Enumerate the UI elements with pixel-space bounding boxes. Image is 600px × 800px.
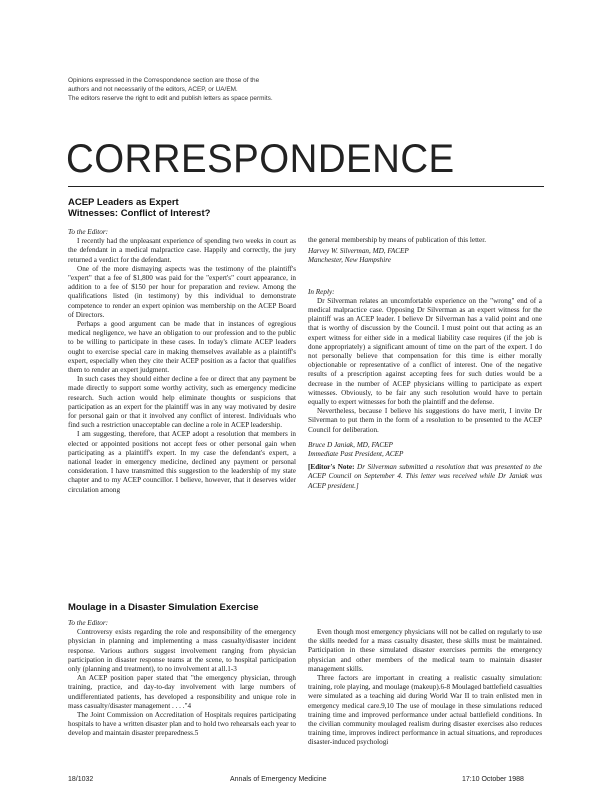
paragraph: One of the more dismaying aspects was the testimony of the plaintiff's "expert" that a fee of $1,800 was paid for the "expert's" court appearance, in addition to a fee of $150 per hour for preparation and review. Among the qualifications listed (in testimony) by this individual to demonstrate competence to render an expert opinion was membership on the ACEP Board of Directors. — [68, 264, 296, 319]
paragraph: Dr Silverman relates an uncomfortable experience on the "wrong" end of a medical malpractice case. Opposing Dr Silverman as an expert witness for the plaintiff was an ACEP leader. I believe Dr Silverman has a valid point and one that is worthy of discussion by the Council. I must point out that acting as an expert witness for either side in a medical liability case requires (if the job is done appropriately) a significant amount of time on the part of the expert. I do not personally believe that compensation for this time is either morally objectionable or representative of a conflict of interest. One of the negative results of a prescription against accepting fees for such duties would be a decrease in the number of ACEP physicians willing to participate as expert witnesses. Obviously, to be fair any such resolution would have to pertain equally to expert witnesses for both the plaintiff and the defense. — [308, 296, 542, 407]
letter1-right-column — [308, 236, 542, 491]
letter1-salutation: To the Editor: — [68, 228, 109, 236]
letter1-title-line1: ACEP Leaders as Expert — [68, 197, 179, 208]
editor-note-text: Dr Silverman submitted a resolution that was presented to the ACEP Council on September 4. This letter was received while Dr Janiak was ACEP president.] — [308, 463, 542, 490]
footer-issue-date: 17:10 October 1988 — [462, 776, 524, 783]
letter2-left-column — [68, 619, 296, 739]
disclaimer-line: The editors reserve the right to edit and publish letters as space permits. — [68, 95, 273, 102]
letter1-author: Harvey W. Silverman, MD, FACEP — [308, 247, 409, 256]
section-title: CORRESPONDENCE — [66, 137, 455, 181]
disclaimer-line: Opinions expressed in the Correspondence section are those of the — [68, 77, 260, 84]
letter2-salutation: To the Editor: — [68, 619, 109, 627]
letter1-location: Manchester, New Hampshire — [308, 256, 391, 265]
disclaimer-line: authors and not necessarily of the editors, ACEP, or UA/EM. — [68, 86, 238, 93]
editor-note-label: [Editor's Note: — [308, 463, 355, 472]
letter1-left-column — [68, 228, 296, 495]
paragraph: I am suggesting, therefore, that ACEP adopt a resolution that members in elected or appointed positions not accept fees or other personal gain when participating as a plaintiff's expert. In my case the defendant's expert, a national leader in emergency medicine, declined any payment or personal consideration. I have transmitted this suggestion to the leadership of my state chapter and to my ACEP councillor. I believe, however, that it deserves wider circulation among — [68, 430, 296, 494]
paragraph: Perhaps a good argument can be made that in instances of egregious medical negligence, we have an obligation to our profession and to the public to be willing to participate in these cases. In today's climate ACEP leaders ought to exercise special care in making themselves available as a plaintiff's expert, especially when they cite their ACEP position as a factor that qualifies them to render an expert judgment. — [68, 320, 296, 375]
letter2-right-column — [308, 628, 542, 748]
footer-journal-name: Annals of Emergency Medicine — [230, 776, 327, 783]
paragraph: The Joint Commission on Accreditation of Hospitals requires participating hospitals to have a written disaster plan and to hold two rehearsals each year to develop and maintain disaster preparedness.5 — [68, 711, 296, 738]
letter1-title-line2: Witnesses: Conflict of Interest? — [68, 208, 211, 219]
reply-salutation: In Reply: — [308, 287, 335, 296]
disclaimer — [68, 76, 328, 103]
paragraph: I recently had the unpleasant experience of spending two weeks in court as the defendant in a medical malpractice case. Happily and correctly, the jury returned a verdict for the defendant. — [68, 237, 296, 264]
letter1-title — [68, 197, 210, 219]
paragraph: In such cases they should either decline a fee or direct that any payment be made directly to support some worthy activity, such as emergency medicine research. Such action would help eliminate thoughts or suspicions that participation as an expert for the plaintiff was in any way motivated by desire for personal gain or that it involved any conflict of interest. Individuals who find such a restriction unacceptable can decline a role in ACEP leadership. — [68, 375, 296, 430]
reply-role: Immediate Past President, ACEP — [308, 450, 404, 459]
title-divider — [68, 186, 544, 187]
paragraph: An ACEP position paper stated that "the emergency physician, through training, practice, and day-to-day involvement with large numbers of undifferentiated patients, has developed a responsibility and unique role in mass casualty/disaster management . . . ."4 — [68, 674, 296, 710]
editor-note — [308, 463, 542, 491]
paragraph: Nevertheless, because I believe his suggestions do have merit, I invite Dr Silverman to put them in the form of a resolution to be presented to the ACEP Council for deliberation. — [308, 407, 542, 434]
paragraph: Even though most emergency physicians will not be called on regularly to use the skills needed for a mass casualty disaster, these skills must be maintained. Participation in these simulated disaster exercises permits the emergency physician and other members of the medical team to maintain disaster management skills. — [308, 628, 542, 673]
footer-page-number: 18/1032 — [68, 776, 94, 783]
paragraph: Three factors are important in creating a realistic casualty simulation: training, role playing, and moulage (makeup).6-8 Moulaged battlefield casualties were simulated as a teaching aid during World War II to train enlisted men in emergency medical care.9,10 The use of moulage in these simulations reduced training time and improved performance under actual battlefield conditions. In the civilian community moulaged realism during disaster exercises also reduces training time, improves indirect performance in actual situations, and reproduces disaster-induced psychologi — [308, 674, 542, 747]
paragraph: Controversy exists regarding the role and responsibility of the emergency physician in planning and implementing a mass casualty/disaster incident response. Various authors suggest involvement ranging from physician participation in disaster response teams at the scene, to hospital participation only (planning and treatment), to no involvement at all.1-3 — [68, 628, 296, 674]
letter2-title: Moulage in a Disaster Simulation Exercise — [68, 602, 259, 613]
paragraph: the general membership by means of publication of this letter. — [308, 236, 487, 244]
reply-author: Bruce D Janiak, MD, FACEP — [308, 440, 393, 449]
